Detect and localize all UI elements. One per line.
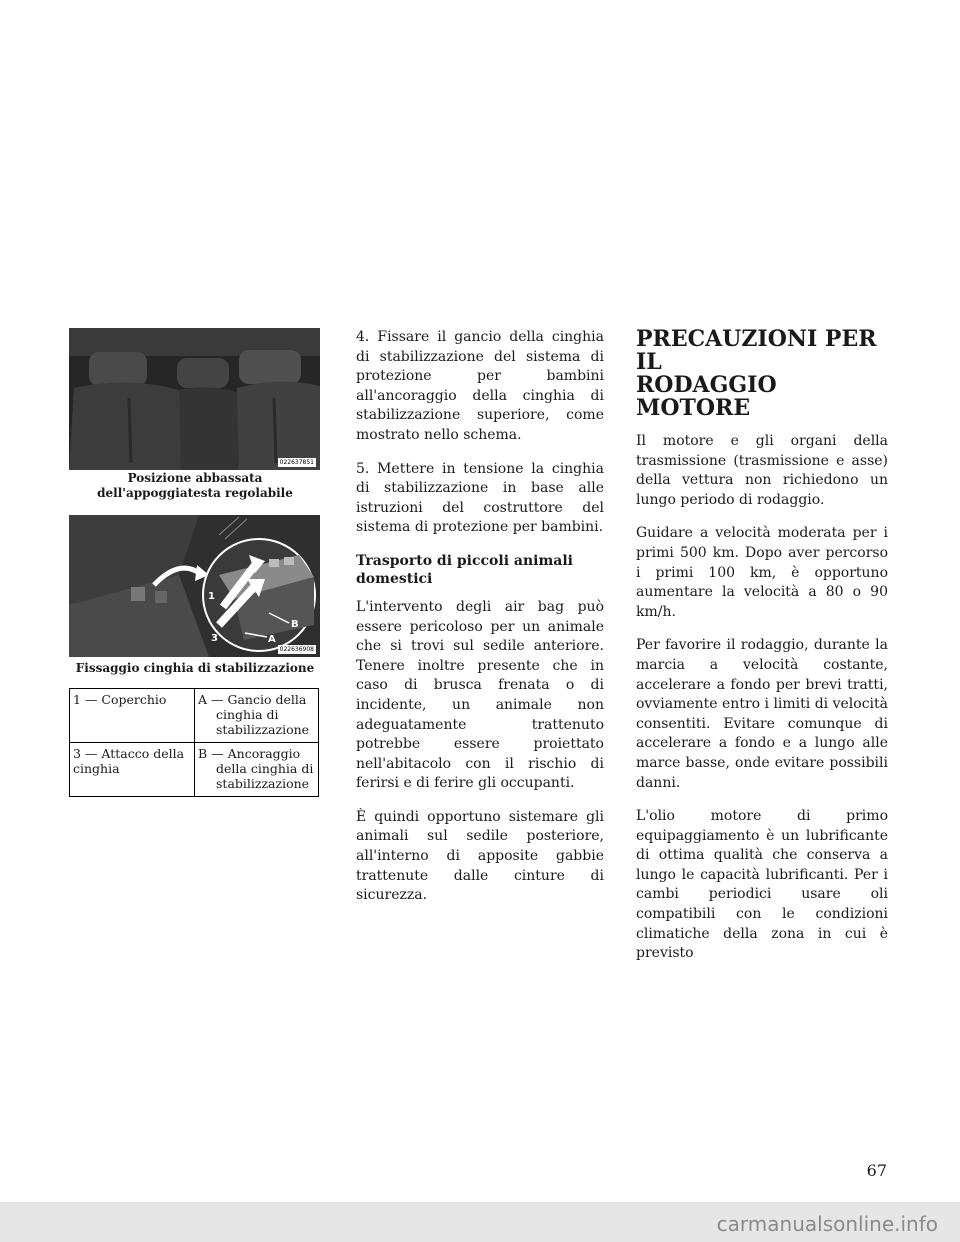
- paragraph: 4. Fissare il gancio della cinghia di stabilizzazione del sistema di protezione per bambini all'ancoraggio della cinghia di stabilizzazione superiore, come mostrato nello schema.: [356, 329, 604, 443]
- legend-cell: 1 — Coperchio: [70, 689, 195, 743]
- legend-table: [69, 688, 319, 797]
- paragraph: È quindi opportuno sistemare gli animali sul sedile posteriore, all'interno di apposite gabbie trattenute dalle cinture di sicurezza.: [356, 808, 604, 904]
- figure-caption: Posizione abbassata dell'appoggiatesta regolabile: [97, 471, 293, 500]
- callout-a: A: [268, 634, 276, 645]
- instructions-column: [356, 328, 604, 920]
- figure-code: 022637851: [279, 459, 314, 466]
- legend-cell: B — Ancoraggio della cinghia di stabilizzazione: [195, 743, 319, 797]
- callout-3: 3: [211, 633, 218, 644]
- tether-anchor-diagram: [69, 515, 320, 657]
- rear-seat-headrest-photo: [69, 328, 320, 470]
- section-subheading: Trasporto di piccoli animali domestici: [356, 552, 573, 587]
- figure-caption: Fissaggio cinghia di stabilizzazione: [75, 661, 315, 675]
- callout-1: 1: [208, 591, 215, 602]
- paragraph: 5. Mettere in tensione la cinghia di stabilizzazione in base alle istruzioni del costruttore del sistema di protezione per bambini.: [356, 460, 604, 536]
- callout-b: B: [291, 619, 299, 630]
- legend-cell: A — Gancio della cinghia di stabilizzazione: [195, 689, 319, 743]
- table-row: [70, 743, 319, 797]
- section-heading: PRECAUZIONI PER IL RODAGGIO MOTORE: [636, 326, 877, 421]
- watermark-text: carmanualsonline.info: [716, 1212, 938, 1236]
- figures-column: [69, 328, 321, 797]
- paragraph: Per favorire il rodaggio, durante la marcia a velocità costante, accelerare a fondo per brevi tratti, ovviamente entro i limiti di velocità consentiti. Evitare comunque di accelerare a fondo e a lungo alle marce basse, onde evitare possibili danni.: [636, 637, 888, 791]
- paragraph: L'olio motore di primo equipaggiamento è un lubrificante di ottima qualità che conserva a lungo le capacità lubrificanti. Per i cambi periodici usare oli compatibili con le condizioni climatiche della zona in cui è previsto: [636, 808, 888, 962]
- legend-cell: 3 — Attacco della cinghia: [70, 743, 195, 797]
- table-row: [70, 689, 319, 743]
- paragraph: Guidare a velocità moderata per i primi 500 km. Dopo aver percorso i primi 100 km, è opportuno aumentare la velocità a 80 o 90 km/h.: [636, 525, 888, 620]
- figure-code: 022636908: [279, 646, 314, 653]
- break-in-column: [636, 328, 888, 978]
- page-number: 67: [866, 1161, 887, 1180]
- paragraph: L'intervento degli air bag può essere pericoloso per un animale che si trovi sul sedile anteriore. Tenere inoltre presente che in caso di brusca frenata o di incidente, un animale non adeguatamente trattenuto potrebbe essere proiettato nell'abitacolo con il rischio di ferirsi e di ferire gli occupanti.: [356, 598, 604, 792]
- watermark-bar: [0, 1202, 960, 1242]
- paragraph: Il motore e gli organi della trasmissione (trasmissione e asse) della vettura non richiedono un lungo periodo di rodaggio.: [636, 433, 888, 508]
